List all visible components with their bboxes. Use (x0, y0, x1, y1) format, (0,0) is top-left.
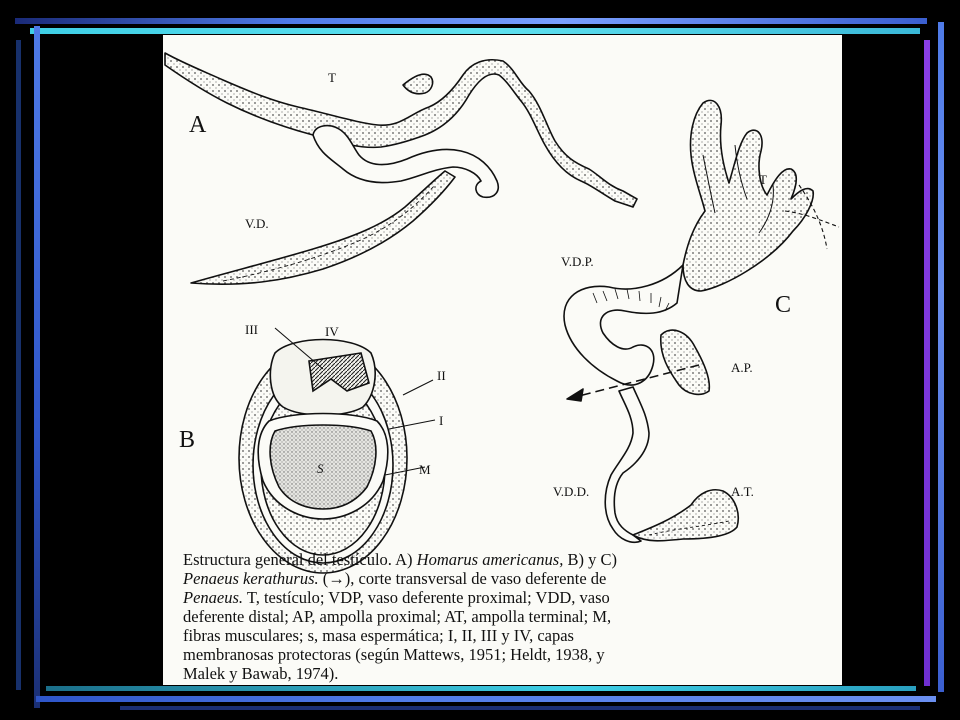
caption-line-5: fibras musculares; s, masa espermática; I, II, III y IV, capas (183, 626, 574, 645)
caption-line-7: Malek y Bawab, 1974). (183, 664, 339, 683)
leader-ii (403, 380, 433, 395)
testicle-figure (163, 35, 842, 685)
right-violet-bar (924, 40, 930, 686)
label-c-vdp: V.D.P. (561, 254, 594, 269)
testis-c (683, 100, 813, 291)
left-blue-bar (34, 26, 40, 708)
top-blue-bar (15, 18, 927, 24)
label-b-i: I (439, 413, 444, 428)
label-c-vdd: V.D.D. (553, 484, 590, 499)
testis-a (165, 53, 637, 207)
panel-b-drawing (239, 328, 435, 573)
caption-line-2: Penaeus kerathurus. (→), corte transversal de vaso deferente de (183, 569, 607, 588)
label-c-at: A.T. (731, 484, 754, 499)
testis-a-lobe (403, 74, 433, 94)
label-c-ap: A.P. (731, 360, 753, 375)
left-dark-bar (16, 40, 21, 690)
label-b-iv: IV (325, 324, 339, 339)
ampulla-proximal (661, 330, 710, 394)
vdd-tube (605, 387, 649, 542)
label-a-t: T (328, 70, 336, 85)
bottom-blue-bar (36, 696, 936, 702)
panel-c-label: C (775, 292, 792, 318)
label-c-t: T (759, 172, 767, 187)
panel-b-label: B (179, 427, 196, 453)
label-a-vd: V.D. (245, 216, 269, 231)
label-b-iii: III (245, 322, 258, 337)
ampulla-terminal (633, 490, 738, 541)
caption-line-3: Penaeus. T, testículo; VDP, vaso deferente proximal; VDD, vaso (183, 588, 610, 607)
right-blue-bar (938, 22, 944, 692)
panel-a-label: A (189, 112, 207, 138)
label-b-ii: II (437, 368, 446, 383)
top-cyan-bar (30, 28, 920, 34)
bottom-dark-bar (120, 706, 920, 710)
panel-c-drawing (564, 100, 839, 542)
caption-line-4: deferente distal; AP, ampolla proximal; AT, ampolla terminal; M, (183, 607, 612, 626)
panel-a-drawing (165, 53, 637, 284)
bottom-cyan-bar (46, 686, 916, 691)
figure-caption (183, 550, 833, 683)
label-b-m: M (419, 462, 431, 477)
section-arrow-head (567, 389, 583, 401)
vdp-loop (564, 265, 683, 385)
caption-line-6: membranosas protectoras (según Mattews, 1951; Heldt, 1938, y (183, 645, 605, 664)
label-b-s: S (317, 461, 324, 476)
vas-deferens-a (191, 171, 455, 284)
caption-line-1: Estructura general del testículo. A) Homarus americanus, B) y C) (183, 550, 617, 569)
